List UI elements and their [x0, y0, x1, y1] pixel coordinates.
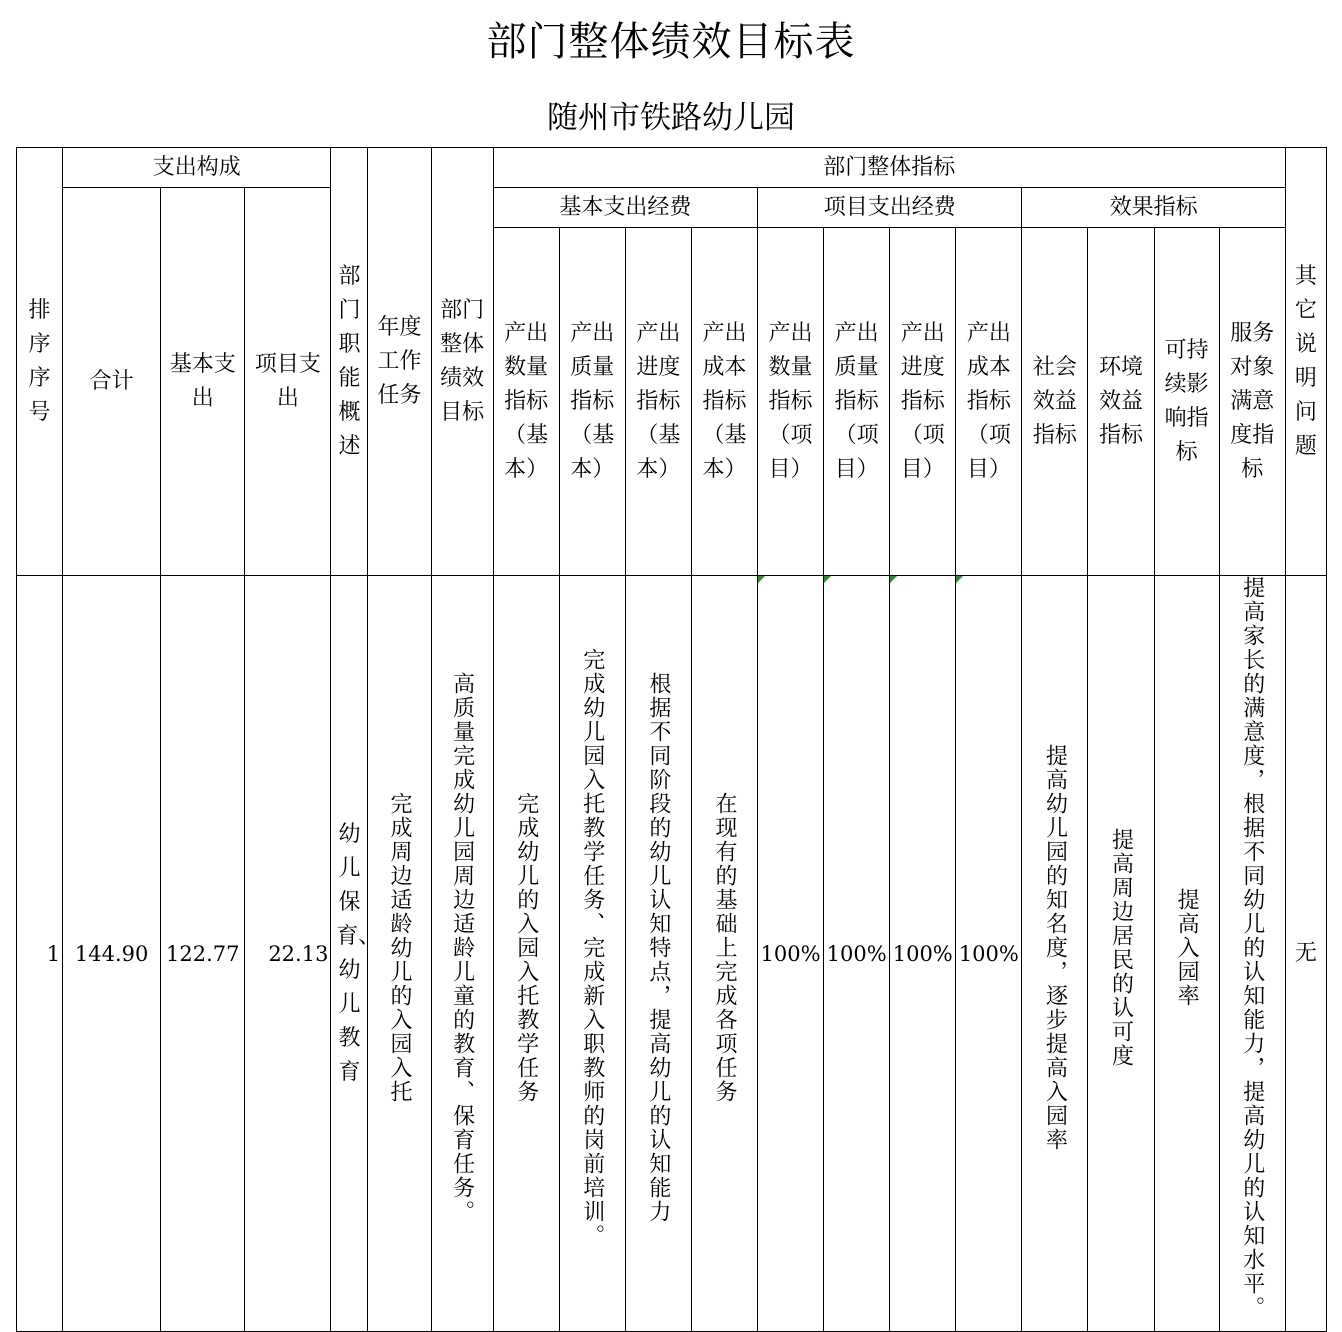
cell-proj-qty: 100%: [758, 576, 824, 1332]
cell-environment: 提高周边居民的认可度: [1088, 576, 1154, 1332]
header-annual-task: 年度工作任务: [368, 148, 431, 576]
cell-other: 无: [1285, 576, 1326, 1332]
header-seq: 排序序号: [17, 148, 63, 576]
cell-project-exp: 22.13: [245, 576, 331, 1332]
cell-basic-cost: 在现有的基础上完成各项任务: [691, 576, 757, 1332]
cell-basic-exp: 122.77: [161, 576, 245, 1332]
cell-total: 144.90: [63, 576, 161, 1332]
header-project-fund-group: 项目支出经费: [758, 188, 1022, 228]
header-proj-progress: 产出进度指标（项目）: [890, 228, 956, 576]
header-basic-exp: 基本支出: [161, 188, 245, 576]
header-dept-goal: 部门整体绩效目标: [431, 148, 493, 576]
org-name: 随州市铁路幼儿园: [547, 100, 795, 136]
header-expense-group: 支出构成: [63, 148, 331, 188]
header-other: 其它说明问题: [1285, 148, 1326, 576]
header-basic-cost: 产出成本指标（基本）: [691, 228, 757, 576]
header-basic-fund-group: 基本支出经费: [493, 188, 757, 228]
header-basic-quality: 产出质量指标（基本）: [559, 228, 625, 576]
cell-dept-duty: 幼儿保育、幼儿教育: [331, 576, 368, 1332]
cell-basic-progress: 根据不同阶段的幼儿认知特点，提高幼儿的认知能力: [625, 576, 691, 1332]
header-environment: 环境效益指标: [1088, 228, 1154, 576]
performance-table: [16, 147, 1327, 1332]
cell-proj-quality: 100%: [824, 576, 890, 1332]
cell-seq: 1: [17, 576, 63, 1332]
cell-sustain: 提高入园率: [1154, 576, 1219, 1332]
header-sustain: 可持续影响指标: [1154, 228, 1219, 576]
header-satisfaction: 服务对象满意度指标: [1219, 228, 1285, 576]
cell-proj-cost: 100%: [956, 576, 1022, 1332]
cell-basic-quality: 完成幼儿园入托教学任务、完成新入职教师的岗前培训。: [559, 576, 625, 1332]
header-effect-group: 效果指标: [1022, 188, 1285, 228]
cell-dept-goal: 高质量完成幼儿园周边适龄儿童的教育、保育任务。: [431, 576, 493, 1332]
comment-marker: [824, 576, 831, 583]
comment-marker: [890, 576, 897, 583]
comment-marker: [758, 576, 765, 583]
cell-social: 提高幼儿园的知名度，逐步提高入园率: [1022, 576, 1088, 1332]
table-row: [17, 576, 1327, 1332]
cell-satisfaction: 提高家长的满意度，根据不同幼儿的认知能力，提高幼儿的认知水平。: [1219, 576, 1285, 1332]
comment-marker: [956, 576, 963, 583]
header-basic-qty: 产出数量指标（基本）: [493, 228, 559, 576]
page-title: 部门整体绩效目标表: [486, 19, 856, 65]
cell-proj-progress: 100%: [890, 576, 956, 1332]
header-proj-qty: 产出数量指标（项目）: [758, 228, 824, 576]
cell-basic-qty: 完成幼儿的入园入托教学任务: [493, 576, 559, 1332]
header-dept-duty: 部门职能概述: [331, 148, 368, 576]
header-basic-progress: 产出进度指标（基本）: [625, 228, 691, 576]
header-indicators-group: 部门整体指标: [493, 148, 1285, 188]
header-social: 社会效益指标: [1022, 228, 1088, 576]
header-total: 合计: [63, 188, 161, 576]
header-proj-cost: 产出成本指标（项目）: [956, 228, 1022, 576]
header-project-exp: 项目支出: [245, 188, 331, 576]
header-proj-quality: 产出质量指标（项目）: [824, 228, 890, 576]
cell-annual-task: 完成周边适龄幼儿的入园入托: [368, 576, 431, 1332]
